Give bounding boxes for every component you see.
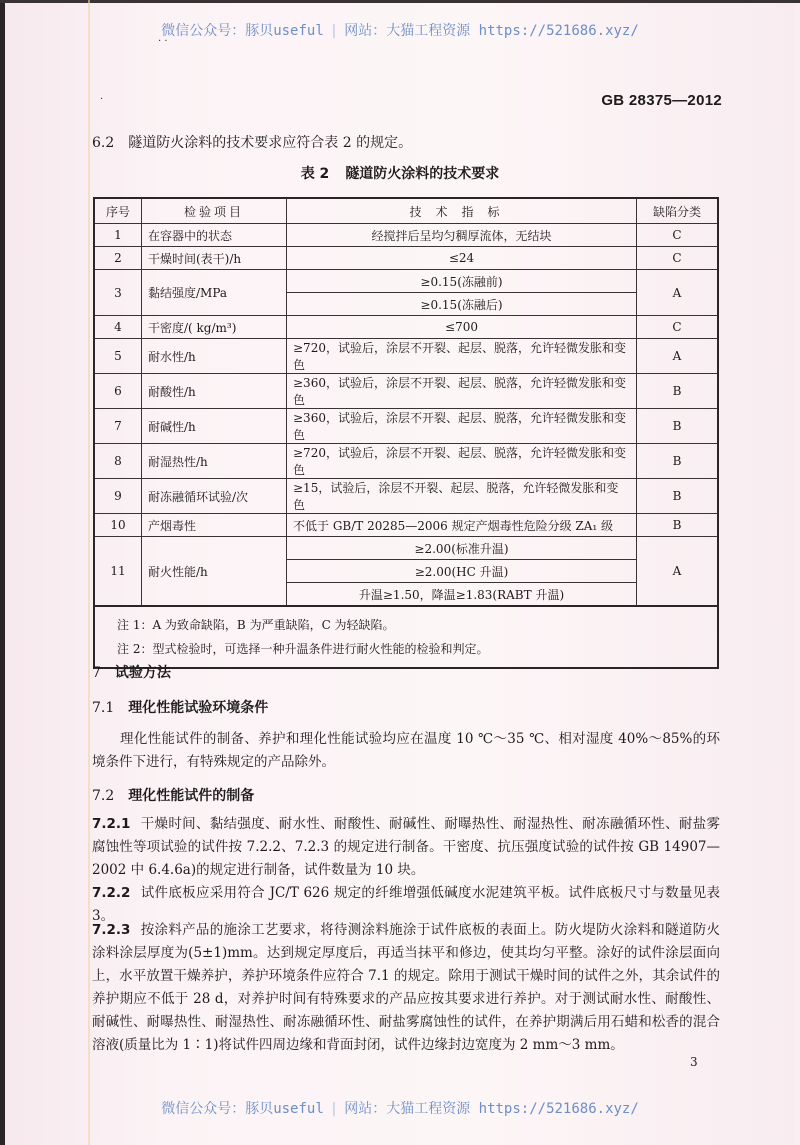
row-item: 耐湿热性/h [142, 444, 287, 479]
row-requirement: ≥15，试验后，涂层不开裂、起层、脱落，允许轻微发胀和变色 [287, 479, 637, 514]
section-number: 7.2 [92, 788, 115, 804]
row-no: 11 [94, 537, 142, 607]
row-no: 2 [94, 247, 142, 270]
clause-text: 隧道防火涂料的技术要求应符合表 2 的规定。 [128, 135, 413, 151]
row-defect: A [637, 339, 719, 374]
table-notes-row [94, 606, 718, 668]
section-number: 7.1 [92, 700, 115, 716]
standard-number: GB 28375—2012 [601, 92, 722, 109]
table-notes [94, 606, 718, 668]
section-title: 试验方法 [114, 665, 171, 681]
header-requirement: 技术指标 [287, 198, 637, 224]
row-requirement: ≥720，试验后，涂层不开裂、起层、脱落，允许轻微发胀和变色 [287, 339, 637, 374]
clause-6-2 [92, 132, 412, 152]
row-defect: A [637, 270, 719, 316]
table-row [94, 374, 718, 409]
row-requirement: 不低于 GB/T 20285—2006 规定产烟毒性危险分级 ZA₁ 级 [287, 514, 637, 537]
table-row [94, 339, 718, 374]
row-item: 耐火性能/h [142, 537, 287, 607]
row-requirement: ≥360，试验后，涂层不开裂、起层、脱落，允许轻微发胀和变色 [287, 409, 637, 444]
table-row [94, 479, 718, 514]
clause-number: 7.2.3 [92, 922, 131, 938]
row-requirement: ≥0.15(冻融前) [287, 270, 637, 293]
row-no: 8 [94, 444, 142, 479]
table-row [94, 224, 718, 247]
row-item: 耐冻融循环试验/次 [142, 479, 287, 514]
section-number: 7 [92, 665, 101, 681]
section-7-2-heading [92, 785, 254, 805]
clause-text: 干燥时间、黏结强度、耐水性、耐酸性、耐碱性、耐曝热性、耐湿热性、耐冻融循环性、耐盐雾腐蚀性等项试验的试件按 7.2.2、7.2.3 的规定进行制备。干密度、抗压强度试验的试件按 GB 14907—2002 中 6.4.6a)的规定进行制备，试件数量为 10 块。 [92, 816, 720, 878]
row-no: 7 [94, 409, 142, 444]
watermark-separator: | [329, 1101, 339, 1117]
row-defect: B [637, 479, 719, 514]
header-no: 序号 [94, 198, 142, 224]
table-caption: 隧道防火涂料的技术要求 [345, 166, 500, 182]
watermark-separator: | [329, 23, 339, 39]
row-requirement: ≥720，试验后，涂层不开裂、起层、脱落，允许轻微发胀和变色 [287, 444, 637, 479]
row-no: 1 [94, 224, 142, 247]
row-defect: B [637, 444, 719, 479]
header-item: 检验项目 [142, 198, 287, 224]
table-row [94, 537, 718, 560]
table-row [94, 514, 718, 537]
scan-speck: · [100, 94, 104, 105]
row-defect: B [637, 409, 719, 444]
row-requirement: 经搅拌后呈均匀稠厚流体，无结块 [287, 224, 637, 247]
page-number: 3 [690, 1055, 698, 1069]
clause-7-2-1 [92, 813, 720, 882]
watermark-wechat: 微信公众号：豚贝useful [161, 23, 324, 39]
row-item: 耐碱性/h [142, 409, 287, 444]
section-title: 理化性能试件的制备 [128, 788, 255, 804]
clause-7-2-3 [92, 919, 720, 1057]
row-defect: B [637, 374, 719, 409]
watermark-bottom [0, 1098, 800, 1118]
row-item: 耐水性/h [142, 339, 287, 374]
clause-number: 6.2 [92, 135, 115, 151]
row-defect: C [637, 316, 719, 339]
row-no: 9 [94, 479, 142, 514]
row-no: 4 [94, 316, 142, 339]
watermark-top [0, 20, 800, 40]
row-requirement: ≥0.15(冻融后) [287, 293, 637, 316]
clause-text: 试件底板应采用符合 JC/T 626 规定的纤维增强低碱度水泥建筑平板。试件底板尺寸与数量见表 3。 [92, 885, 720, 924]
row-requirement: ≤700 [287, 316, 637, 339]
row-no: 6 [94, 374, 142, 409]
header-defect: 缺陷分类 [637, 198, 719, 224]
row-requirement: ≥2.00(HC 升温) [287, 560, 637, 583]
section-7-1-heading [92, 697, 268, 717]
row-item: 产烟毒性 [142, 514, 287, 537]
table-note-2: 注 2：型式检验时，可选择一种升温条件进行耐火性能的检验和判定。 [117, 642, 489, 656]
scan-specks: · · [158, 36, 168, 47]
table-note-1: 注 1：A 为致命缺陷，B 为严重缺陷，C 为轻缺陷。 [117, 618, 395, 632]
clause-number: 7.2.2 [92, 885, 131, 901]
watermark-wechat: 微信公众号：豚贝useful [161, 1101, 324, 1117]
table-title [0, 163, 800, 183]
row-defect: A [637, 537, 719, 607]
watermark-site-link[interactable]: 网站：大猫工程资源 https://521686.xyz/ [344, 23, 639, 39]
table-row [94, 444, 718, 479]
table-row [94, 247, 718, 270]
row-defect: C [637, 247, 719, 270]
table-number: 表 2 [300, 166, 330, 182]
table-header-row [94, 198, 718, 224]
row-requirement: ≥2.00(标准升温) [287, 537, 637, 560]
clause-text: 按涂料产品的施涂工艺要求，将待测涂料施涂于试件底板的表面上。防火堤防火涂料和隧道防火涂料涂层厚度为(5±1)mm。达到规定厚度后，再适当抹平和修边，使其均匀平整。涂好的试件涂层面向上，水平放置干燥养护，养护环境条件应符合 7.1 的规定。除用于测试干燥时间的试件之外，其余试件的养护期应不低于 28 d，对养护时间有特殊要求的产品应按其要求进行养护。对于测试耐水性、耐酸性、耐碱性、耐曝热性、耐湿热性、耐冻融循环性、耐盐雾腐蚀性的试件，在养护期满后用石蜡和松香的混合溶液(质量比为 1∶1)将试件四周边缘和背面封闭，试件边缘封边宽度为 2 mm～3 mm。 [92, 922, 720, 1053]
row-no: 10 [94, 514, 142, 537]
row-item: 干燥时间(表干)/h [142, 247, 287, 270]
row-requirement: ≥360，试验后，涂层不开裂、起层、脱落，允许轻微发胀和变色 [287, 374, 637, 409]
row-item: 干密度/( kg/m³) [142, 316, 287, 339]
section-7-1-body: 理化性能试件的制备、养护和理化性能试验均应在温度 10 ℃～35 ℃、相对湿度 40%～85%的环境条件下进行，有特殊规定的产品除外。 [92, 731, 720, 770]
row-item: 在容器中的状态 [142, 224, 287, 247]
watermark-site-link[interactable]: 网站：大猫工程资源 https://521686.xyz/ [344, 1101, 639, 1117]
row-no: 5 [94, 339, 142, 374]
scan-edge-top [0, 0, 800, 3]
table-row [94, 316, 718, 339]
technical-requirements-table [93, 197, 719, 669]
table-row [94, 409, 718, 444]
row-item: 黏结强度/MPa [142, 270, 287, 316]
table-row [94, 270, 718, 293]
clause-number: 7.2.1 [92, 816, 131, 832]
row-requirement: 升温≥1.50，降温≥1.83(RABT 升温) [287, 583, 637, 607]
row-defect: C [637, 224, 719, 247]
row-requirement: ≤24 [287, 247, 637, 270]
section-title: 理化性能试验环境条件 [128, 700, 269, 716]
row-item: 耐酸性/h [142, 374, 287, 409]
section-7-heading [92, 662, 171, 682]
row-no: 3 [94, 270, 142, 316]
row-defect: B [637, 514, 719, 537]
